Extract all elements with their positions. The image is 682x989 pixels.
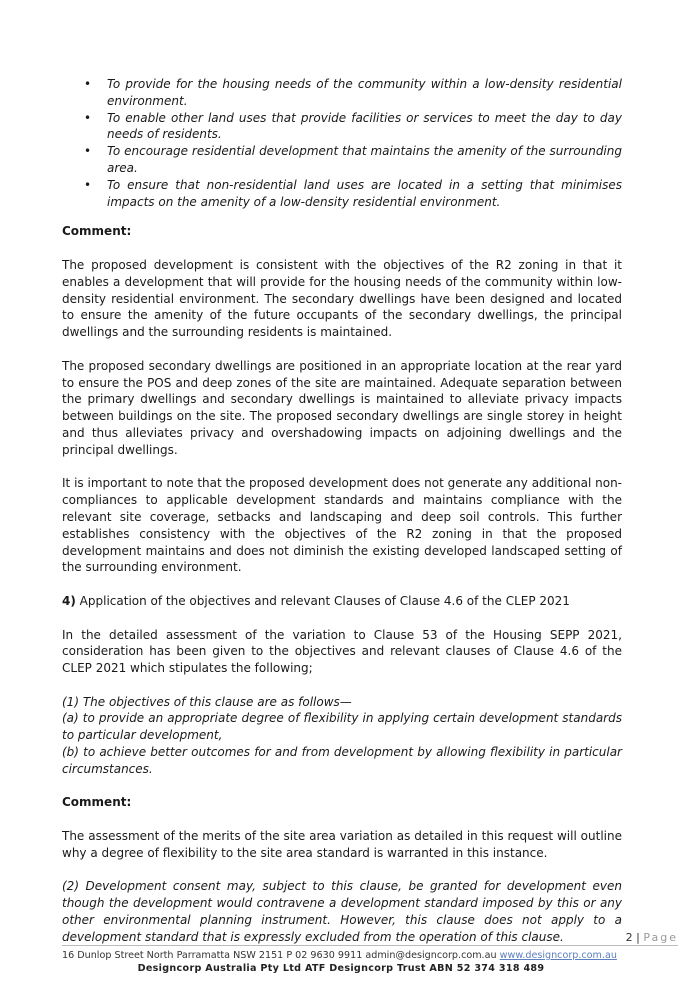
paragraph: (2) Development consent may, subject to this clause, be granted for development even though the development would contravene a development standard imposed by this or any other environmental planning instrument. However, this clause does not apply to a development standard that is expressly excluded from the operation of this clause. <box>62 879 622 944</box>
objectives-list <box>62 76 622 210</box>
clause-line: (a) to provide an appropriate degree of flexibility in applying certain development standards to particular development, <box>62 711 622 743</box>
list-item: • To ensure that non-residential land uses are located in a setting that minimises impacts on the amenity of a low-density residential environment. <box>84 177 622 209</box>
website-link[interactable]: www.designcorp.com.au <box>499 950 617 961</box>
list-item: • To encourage residential development that maintains the amenity of the surrounding area. <box>84 144 622 175</box>
bullet-icon: • <box>84 110 92 125</box>
footer-address: 16 Dunlop Street North Parramatta NSW 2151 P 02 9630 9911 admin@designcorp.com.au <box>62 950 497 961</box>
section-heading <box>62 593 622 610</box>
footer-divider <box>62 945 678 946</box>
list-item: • To provide for the housing needs of the community within a low-density residential environment. <box>84 77 622 108</box>
paragraph: The assessment of the merits of the site area variation as detailed in this request will outline why a degree of flexibility to the site area standard is warranted in this instance. <box>62 829 622 860</box>
paragraph: It is important to note that the proposed development does not generate any additional non-compliances to applicable development standards and maintains compliance with the relevant site coverage, setbacks and landscaping and deep soil controls. This further establishes consistency with the objectives of the R2 zoning in that the proposed development maintains and does not diminish the existing developed landscaped setting of the surrounding environment. <box>62 476 622 575</box>
paragraph: The proposed development is consistent with the objectives of the R2 zoning in that it enables a development that will provide for the housing needs of the community within low-density residential environment. The secondary dwellings have been designed and located to ensure the amenity of the future occupants of the secondary dwellings, the principal dwellings and the surrounding residents is maintained. <box>62 257 622 340</box>
paragraph: In the detailed assessment of the variation to Clause 53 of the Housing SEPP 2021, consideration has been given to the objectives and relevant clauses of Clause 4.6 of the CLEP 2021 which stipulates the following; <box>62 627 622 676</box>
list-item: • To enable other land uses that provide facilities or services to meet the day to day needs of residents. <box>84 110 622 142</box>
clause-line: (1) The objectives of this clause are as follows— <box>62 694 352 709</box>
bullet-icon: • <box>84 177 92 192</box>
section-number: 4) <box>62 593 76 608</box>
footer-contact <box>62 950 617 961</box>
page-number: 2 | Page <box>625 931 678 944</box>
document-body <box>62 76 622 946</box>
paragraph: The proposed secondary dwellings are positioned in an appropriate location at the rear yard to ensure the POS and deep zones of the site are maintained. Adequate separation between the primary dwellings and secondary dwellings is maintained to alleviate privacy impacts between buildings on the site. The proposed secondary dwellings are single storey in height and thus alleviates privacy and overshadowing impacts on adjoining dwellings and the principal dwellings. <box>62 358 622 457</box>
bullet-icon: • <box>84 77 92 91</box>
bullet-icon: • <box>84 144 92 159</box>
comment-heading: Comment: <box>62 224 132 239</box>
clause-line: (b) to achieve better outcomes for and from development by allowing flexibility in particular circumstances. <box>62 745 622 776</box>
footer-company: Designcorp Australia Pty Ltd ATF Designcorp Trust ABN 52 374 318 489 <box>137 963 545 974</box>
comment-heading: Comment: <box>62 795 132 810</box>
section-title: Application of the objectives and relevant Clauses of Clause 4.6 of the CLEP 2021 <box>79 593 570 608</box>
